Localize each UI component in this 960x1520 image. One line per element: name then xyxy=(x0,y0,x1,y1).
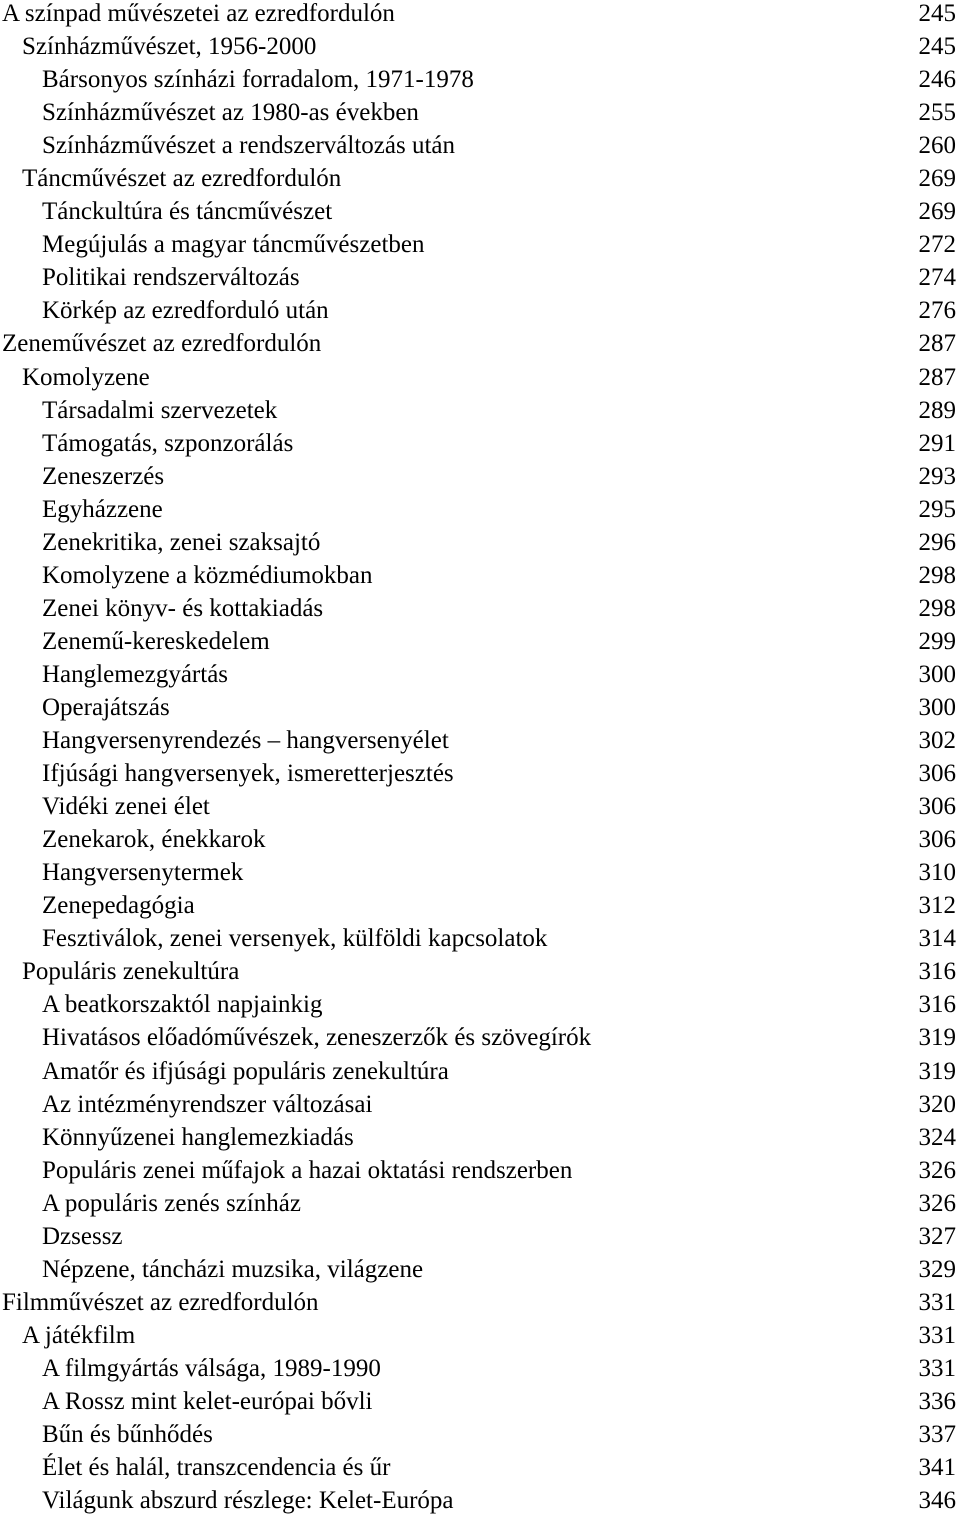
toc-entry xyxy=(0,1091,960,1124)
toc-entry-title: Zenekritika, zenei szaksajtó xyxy=(42,528,321,556)
toc-entry-page-number: 336 xyxy=(918,1387,956,1415)
toc-entry xyxy=(0,991,960,1024)
toc-entry-page-number: 300 xyxy=(918,693,956,721)
toc-entry xyxy=(0,99,960,132)
toc-entry xyxy=(0,1124,960,1157)
toc-entry-page-number: 341 xyxy=(918,1454,956,1482)
toc-entry-title: Bűn és bűnhődés xyxy=(42,1421,213,1449)
toc-entry-title: Amatőr és ifjúsági populáris zenekultúra xyxy=(42,1057,449,1085)
toc-entry xyxy=(0,892,960,925)
toc-entry-page-number: 312 xyxy=(918,892,956,920)
toc-entry-page-number: 302 xyxy=(918,727,956,755)
toc-entry-page-number: 319 xyxy=(918,1057,956,1085)
toc-entry-page-number: 276 xyxy=(918,297,956,325)
toc-entry xyxy=(0,661,960,694)
toc-entry-title: Zenei könyv- és kottakiadás xyxy=(42,594,324,622)
toc-entry-page-number: 331 xyxy=(918,1288,956,1316)
toc-entry-page-number: 287 xyxy=(918,363,956,391)
toc-entry-title: Könnyűzenei hanglemezkiadás xyxy=(42,1123,354,1151)
toc-entry-page-number: 331 xyxy=(918,1321,956,1349)
toc-entry xyxy=(0,1256,960,1289)
toc-entry-page-number: 269 xyxy=(918,165,956,193)
toc-entry xyxy=(0,859,960,892)
toc-entry-title: Bársonyos színházi forradalom, 1971-1978 xyxy=(42,66,474,94)
toc-entry-page-number: 319 xyxy=(918,1024,956,1052)
toc-entry-title: Zenepedagógia xyxy=(42,892,195,920)
toc-entry-title: Komolyzene a közmédiumokban xyxy=(42,561,373,589)
toc-entry xyxy=(0,198,960,231)
toc-entry xyxy=(0,793,960,826)
toc-entry xyxy=(0,694,960,727)
toc-entry-title: Hangversenytermek xyxy=(42,859,244,887)
toc-entry-title: Színházművészet a rendszerváltozás után xyxy=(42,132,456,160)
toc-entry-page-number: 260 xyxy=(918,132,956,160)
toc-entry-page-number: 316 xyxy=(918,991,956,1019)
toc-entry-title: Támogatás, szponzorálás xyxy=(42,429,294,457)
toc-entry-title: Élet és halál, transzcendencia és űr xyxy=(42,1454,391,1482)
toc-entry xyxy=(0,595,960,628)
toc-entry-title: A filmgyártás válsága, 1989-1990 xyxy=(42,1354,381,1382)
toc-entry-page-number: 310 xyxy=(918,859,956,887)
toc-entry xyxy=(0,496,960,529)
toc-entry-page-number: 296 xyxy=(918,528,956,556)
toc-entry-page-number: 320 xyxy=(918,1090,956,1118)
toc-entry-title: Operajátszás xyxy=(42,693,170,721)
toc-entry xyxy=(0,1289,960,1322)
toc-entry xyxy=(0,463,960,496)
toc-entry-title: Hangversenyrendezés – hangversenyélet xyxy=(42,727,449,755)
toc-entry xyxy=(0,330,960,363)
toc-entry xyxy=(0,1421,960,1454)
toc-entry-title: A populáris zenés színház xyxy=(42,1189,301,1217)
toc-entry-page-number: 246 xyxy=(918,66,956,94)
toc-entry-title: Tánckultúra és táncművészet xyxy=(42,198,333,226)
toc-entry xyxy=(0,1024,960,1057)
toc-entry xyxy=(0,727,960,760)
toc-entry-title: Hivatásos előadóművészek, zeneszerzők és szövegírók xyxy=(42,1024,592,1052)
toc-entry xyxy=(0,1190,960,1223)
toc-entry-page-number: 289 xyxy=(918,396,956,424)
toc-entry xyxy=(0,66,960,99)
toc-entry-title: A beatkorszaktól napjainkig xyxy=(42,991,323,1019)
toc-entry-page-number: 300 xyxy=(918,660,956,688)
toc-entry-title: Megújulás a magyar táncművészetben xyxy=(42,231,425,259)
toc-entry xyxy=(0,1487,960,1520)
toc-entry-title: Komolyzene xyxy=(22,363,150,391)
toc-entry xyxy=(0,1355,960,1388)
toc-entry-page-number: 293 xyxy=(918,462,956,490)
toc-entry-title: Fesztiválok, zenei versenyek, külföldi kapcsolatok xyxy=(42,925,548,953)
toc-entry-page-number: 306 xyxy=(918,826,956,854)
toc-entry-title: Társadalmi szervezetek xyxy=(42,396,278,424)
toc-entry xyxy=(0,628,960,661)
toc-entry-page-number: 298 xyxy=(918,594,956,622)
toc-entry-page-number: 329 xyxy=(918,1255,956,1283)
toc-entry xyxy=(0,397,960,430)
toc-entry-page-number: 299 xyxy=(918,627,956,655)
toc-entry-title: Zenemű-kereskedelem xyxy=(42,627,270,655)
toc-entry xyxy=(0,826,960,859)
toc-entry-title: Hanglemezgyártás xyxy=(42,660,229,688)
toc-entry-page-number: 331 xyxy=(918,1354,956,1382)
toc-entry xyxy=(0,1223,960,1256)
toc-entry-title: A színpad művészetei az ezredfordulón xyxy=(2,0,395,27)
toc-entry-page-number: 272 xyxy=(918,231,956,259)
toc-entry-title: Zenekarok, énekkarok xyxy=(42,826,266,854)
toc-entry-page-number: 326 xyxy=(918,1156,956,1184)
toc-entry xyxy=(0,1058,960,1091)
toc-entry-page-number: 326 xyxy=(918,1189,956,1217)
toc-entry xyxy=(0,1322,960,1355)
toc-entry-page-number: 274 xyxy=(918,264,956,292)
toc-entry-page-number: 306 xyxy=(918,793,956,821)
toc-entry-page-number: 327 xyxy=(918,1222,956,1250)
toc-entry xyxy=(0,760,960,793)
toc-entry-title: Egyházzene xyxy=(42,495,163,523)
toc-entry-title: Populáris zenei műfajok a hazai oktatási rendszerben xyxy=(42,1156,573,1184)
toc-entry-page-number: 346 xyxy=(918,1487,956,1515)
toc-entry xyxy=(0,562,960,595)
toc-entry xyxy=(0,364,960,397)
toc-entry-title: Táncművészet az ezredfordulón xyxy=(22,165,342,193)
toc-entry-page-number: 337 xyxy=(918,1421,956,1449)
toc-entry-title: Színházművészet, 1956-2000 xyxy=(22,33,317,61)
toc-entry-page-number: 291 xyxy=(918,429,956,457)
toc-entry xyxy=(0,529,960,562)
toc-entry-page-number: 245 xyxy=(918,0,956,27)
toc-entry-title: Népzene, táncházi muzsika, világzene xyxy=(42,1255,424,1283)
toc-entry xyxy=(0,0,960,33)
toc-entry-page-number: 324 xyxy=(918,1123,956,1151)
toc-entry-title: Dzsessz xyxy=(42,1222,123,1250)
toc-entry-title: A Rossz mint kelet-európai bővli xyxy=(42,1387,373,1415)
toc-entry-title: Vidéki zenei élet xyxy=(42,793,210,821)
toc-entry-page-number: 295 xyxy=(918,495,956,523)
toc-entry xyxy=(0,958,960,991)
toc-entry-page-number: 298 xyxy=(918,561,956,589)
toc-entry xyxy=(0,132,960,165)
toc-entry-title: Világunk abszurd részlege: Kelet-Európa xyxy=(42,1487,454,1515)
toc-entry xyxy=(0,1454,960,1487)
toc-entry xyxy=(0,925,960,958)
toc-entry-title: Zeneszerzés xyxy=(42,462,165,490)
toc-entry xyxy=(0,33,960,66)
toc-entry-page-number: 245 xyxy=(918,33,956,61)
toc-entry xyxy=(0,430,960,463)
toc-entry xyxy=(0,1157,960,1190)
toc-entry-title: Színházművészet az 1980-as években xyxy=(42,99,419,127)
toc-entry-page-number: 287 xyxy=(918,330,956,358)
toc-entry xyxy=(0,297,960,330)
toc-entry-page-number: 314 xyxy=(918,925,956,953)
toc-entry-title: Körkép az ezredforduló után xyxy=(42,297,329,325)
toc-entry-page-number: 269 xyxy=(918,198,956,226)
toc-entry xyxy=(0,165,960,198)
toc-entry-page-number: 306 xyxy=(918,760,956,788)
toc-entry xyxy=(0,264,960,297)
toc-entry-title: Filmművészet az ezredfordulón xyxy=(2,1288,319,1316)
toc-entry-title: Ifjúsági hangversenyek, ismeretterjesztés xyxy=(42,760,454,788)
toc-entry-title: Populáris zenekultúra xyxy=(22,958,240,986)
toc-entry xyxy=(0,231,960,264)
toc-entry-title: A játékfilm xyxy=(22,1321,136,1349)
toc-entry-title: Politikai rendszerváltozás xyxy=(42,264,300,292)
toc-entry-page-number: 255 xyxy=(918,99,956,127)
toc-entry-title: Az intézményrendszer változásai xyxy=(42,1090,373,1118)
toc-entry-page-number: 316 xyxy=(918,958,956,986)
toc-entry xyxy=(0,1388,960,1421)
toc-entry-title: Zeneművészet az ezredfordulón xyxy=(2,330,322,358)
